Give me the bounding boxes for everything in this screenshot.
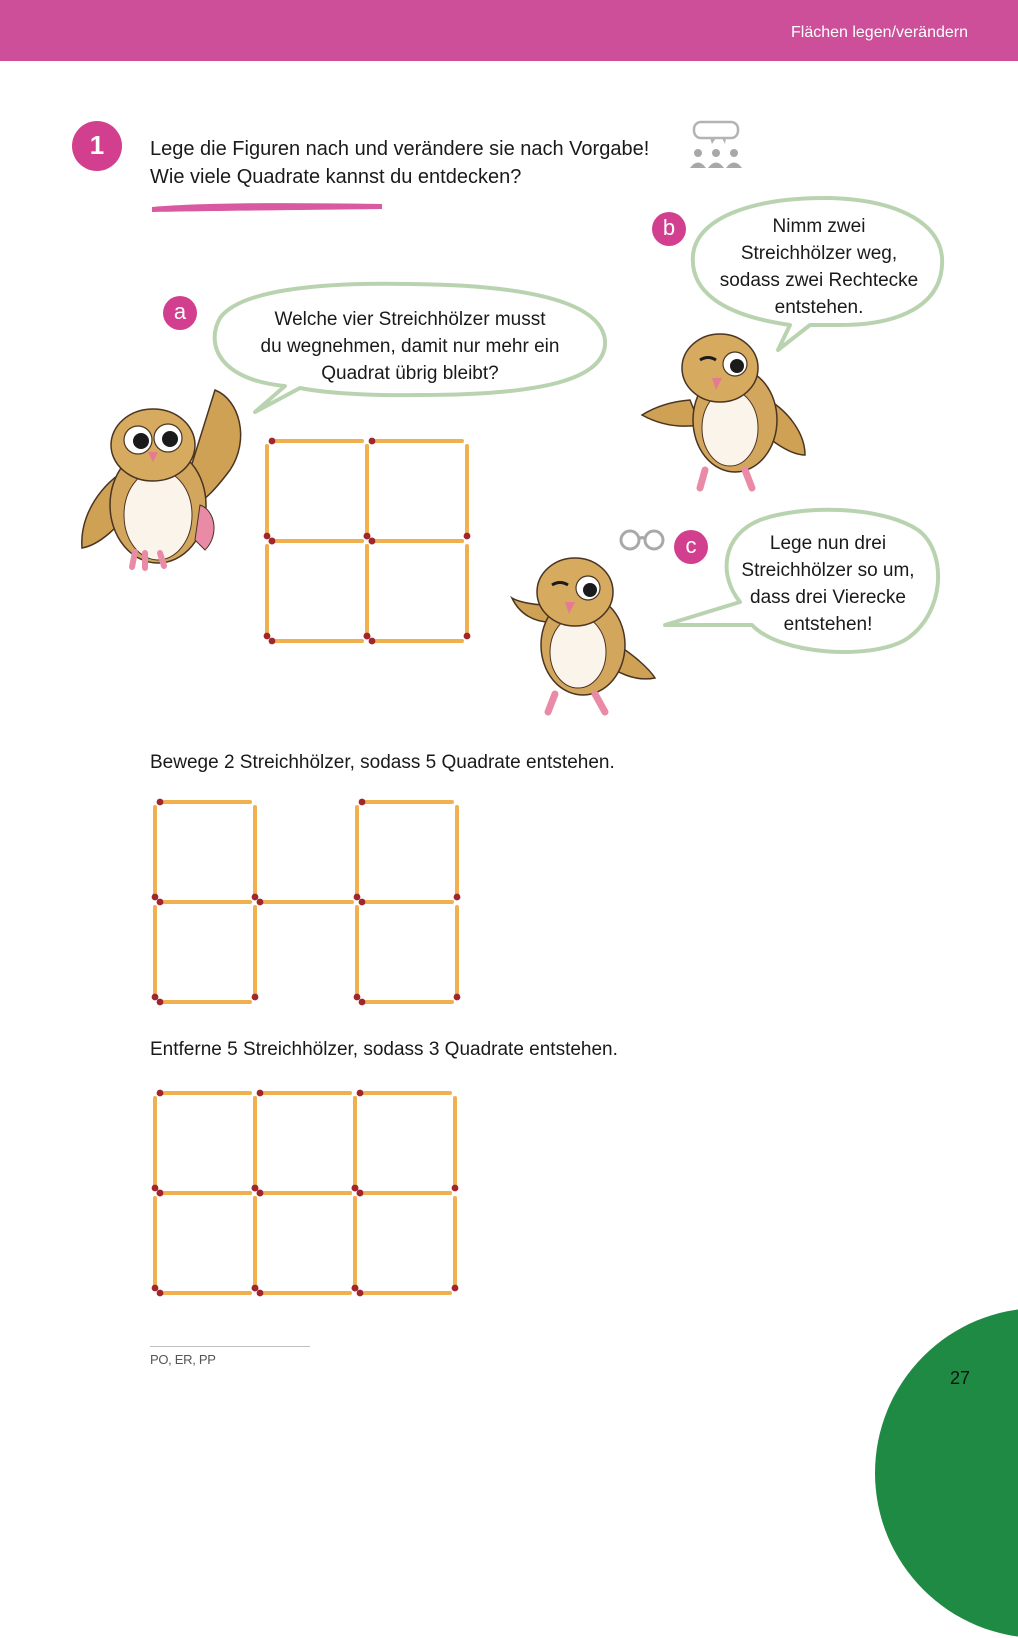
matchstick-head	[252, 1285, 259, 1292]
matchstick-head	[357, 1290, 364, 1297]
matchstick	[252, 807, 259, 900]
matchstick	[454, 907, 461, 1000]
matchstick-head	[359, 999, 366, 1006]
matchstick-head	[152, 894, 159, 901]
matchstick	[264, 446, 271, 539]
bubble-a-line-1: Welche vier Streichhölzer musst	[274, 309, 546, 330]
footer-rule	[150, 1346, 310, 1347]
matchstick-head	[359, 899, 366, 906]
badge-b: b	[652, 212, 686, 246]
matchstick	[152, 907, 159, 1000]
bubble-a-text	[230, 306, 590, 387]
matchstick	[357, 1190, 450, 1197]
matchstick-head	[352, 1185, 359, 1192]
matchstick-head	[257, 899, 264, 906]
matchstick	[352, 1198, 359, 1291]
matchstick-head	[269, 638, 276, 645]
bubble-a-line-2: du wegnehmen, damit nur mehr ein	[260, 336, 560, 357]
matchstick	[157, 799, 250, 806]
matchstick-head	[157, 999, 164, 1006]
matchstick-head	[464, 633, 471, 640]
footer-codes: PO, ER, PP	[150, 1352, 216, 1367]
matchstick	[354, 907, 361, 1000]
matchstick	[257, 1290, 350, 1297]
matchstick-head	[269, 438, 276, 445]
matchstick-head	[359, 799, 366, 806]
bubble-c-line-3: dass drei Vierecke	[750, 587, 906, 608]
bubble-b-line-1: Nimm zwei	[772, 216, 866, 237]
matchstick-head	[157, 1190, 164, 1197]
matchstick	[257, 1090, 350, 1097]
bubble-b-text	[700, 213, 938, 321]
glasses-icon	[617, 528, 667, 552]
matchstick-head	[152, 1185, 159, 1192]
matchstick-head	[264, 533, 271, 540]
header-title: Flächen legen/verändern	[790, 24, 968, 41]
matchstick	[452, 1198, 459, 1291]
matchstick	[452, 1098, 459, 1191]
matchstick	[252, 1098, 259, 1191]
matchstick	[357, 1290, 450, 1297]
matchstick	[157, 1290, 250, 1297]
matchstick-grid-2x2	[264, 438, 471, 645]
badge-c: c	[674, 530, 708, 564]
matchstick	[157, 1090, 250, 1097]
bubble-c-line-1: Lege nun drei	[769, 533, 887, 554]
matchstick	[152, 807, 159, 900]
matchstick	[369, 638, 462, 645]
matchstick-head	[157, 899, 164, 906]
matchstick	[157, 999, 250, 1006]
matchstick-head	[157, 1290, 164, 1297]
matchstick-head	[452, 1185, 459, 1192]
matchstick-head	[352, 1285, 359, 1292]
badge-a: a	[163, 296, 197, 330]
matchstick-head	[454, 894, 461, 901]
owl-b-illustration	[642, 334, 805, 488]
matchstick-head	[257, 1190, 264, 1197]
owl-c-illustration	[512, 558, 655, 712]
matchstick-head	[357, 1190, 364, 1197]
matchstick-head	[157, 799, 164, 806]
matchstick-head	[357, 1090, 364, 1097]
matchstick	[357, 1090, 450, 1097]
owl-a-illustration	[82, 390, 241, 568]
matchstick	[252, 907, 259, 1000]
matchstick	[464, 446, 471, 539]
instruction-move: Bewege 2 Streichhölzer, sodass 5 Quadrate entstehen.	[150, 752, 615, 773]
matchstick	[157, 899, 250, 906]
task-number-badge: 1	[72, 121, 122, 171]
matchstick	[269, 438, 362, 445]
matchstick	[369, 538, 462, 545]
matchstick	[359, 799, 452, 806]
bubble-c-line-4: entstehen!	[783, 614, 873, 635]
matchstick-head	[269, 538, 276, 545]
matchstick-head	[152, 994, 159, 1001]
matchstick-head	[157, 1090, 164, 1097]
bubble-c-text	[720, 530, 936, 638]
matchstick-head	[354, 894, 361, 901]
matchstick	[464, 546, 471, 639]
matchstick-head	[252, 894, 259, 901]
matchstick-head	[364, 633, 371, 640]
matchstick	[269, 638, 362, 645]
task-line-2: Wie viele Quadrate kannst du entdecken?	[150, 166, 522, 188]
matchstick-head	[252, 1185, 259, 1192]
page-number: 27	[950, 1368, 971, 1388]
matchstick	[359, 899, 452, 906]
matchstick	[354, 807, 361, 900]
matchstick	[359, 999, 452, 1006]
matchstick-grid-move	[152, 799, 461, 1006]
matchstick	[252, 1198, 259, 1291]
matchstick	[257, 1190, 350, 1197]
bubble-c-line-2: Streichhölzer so um,	[741, 560, 915, 581]
matchstick	[157, 1190, 250, 1197]
bubble-b-line-4: entstehen.	[774, 297, 864, 318]
bubble-b-line-3: sodass zwei Rechtecke	[719, 270, 919, 291]
matchstick-head	[464, 533, 471, 540]
instruction-remove: Entferne 5 Streichhölzer, sodass 3 Quadrate entstehen.	[150, 1039, 618, 1060]
matchstick-grid-remove	[152, 1090, 459, 1297]
matchstick-head	[364, 533, 371, 540]
matchstick-head	[252, 994, 259, 1001]
task-line-1: Lege die Figuren nach und verändere sie nach Vorgabe!	[150, 138, 650, 160]
matchstick	[364, 546, 371, 639]
bubble-a-line-3: Quadrat übrig bleibt?	[321, 363, 499, 384]
matchstick-head	[454, 994, 461, 1001]
matchstick	[364, 446, 371, 539]
matchstick	[369, 438, 462, 445]
matchstick-head	[257, 1090, 264, 1097]
matchstick	[257, 899, 352, 906]
matchstick	[152, 1198, 159, 1291]
matchstick	[454, 807, 461, 900]
matchstick	[264, 546, 271, 639]
matchstick-head	[369, 438, 376, 445]
matchstick-head	[369, 638, 376, 645]
matchstick-head	[257, 1290, 264, 1297]
matchstick	[269, 538, 362, 545]
matchstick-head	[152, 1285, 159, 1292]
matchstick-head	[369, 538, 376, 545]
bubble-b-line-2: Streichhölzer weg,	[740, 243, 898, 264]
matchstick	[152, 1098, 159, 1191]
matchstick-head	[452, 1285, 459, 1292]
matchstick	[352, 1098, 359, 1191]
matchstick-head	[264, 633, 271, 640]
matchstick-head	[354, 994, 361, 1001]
